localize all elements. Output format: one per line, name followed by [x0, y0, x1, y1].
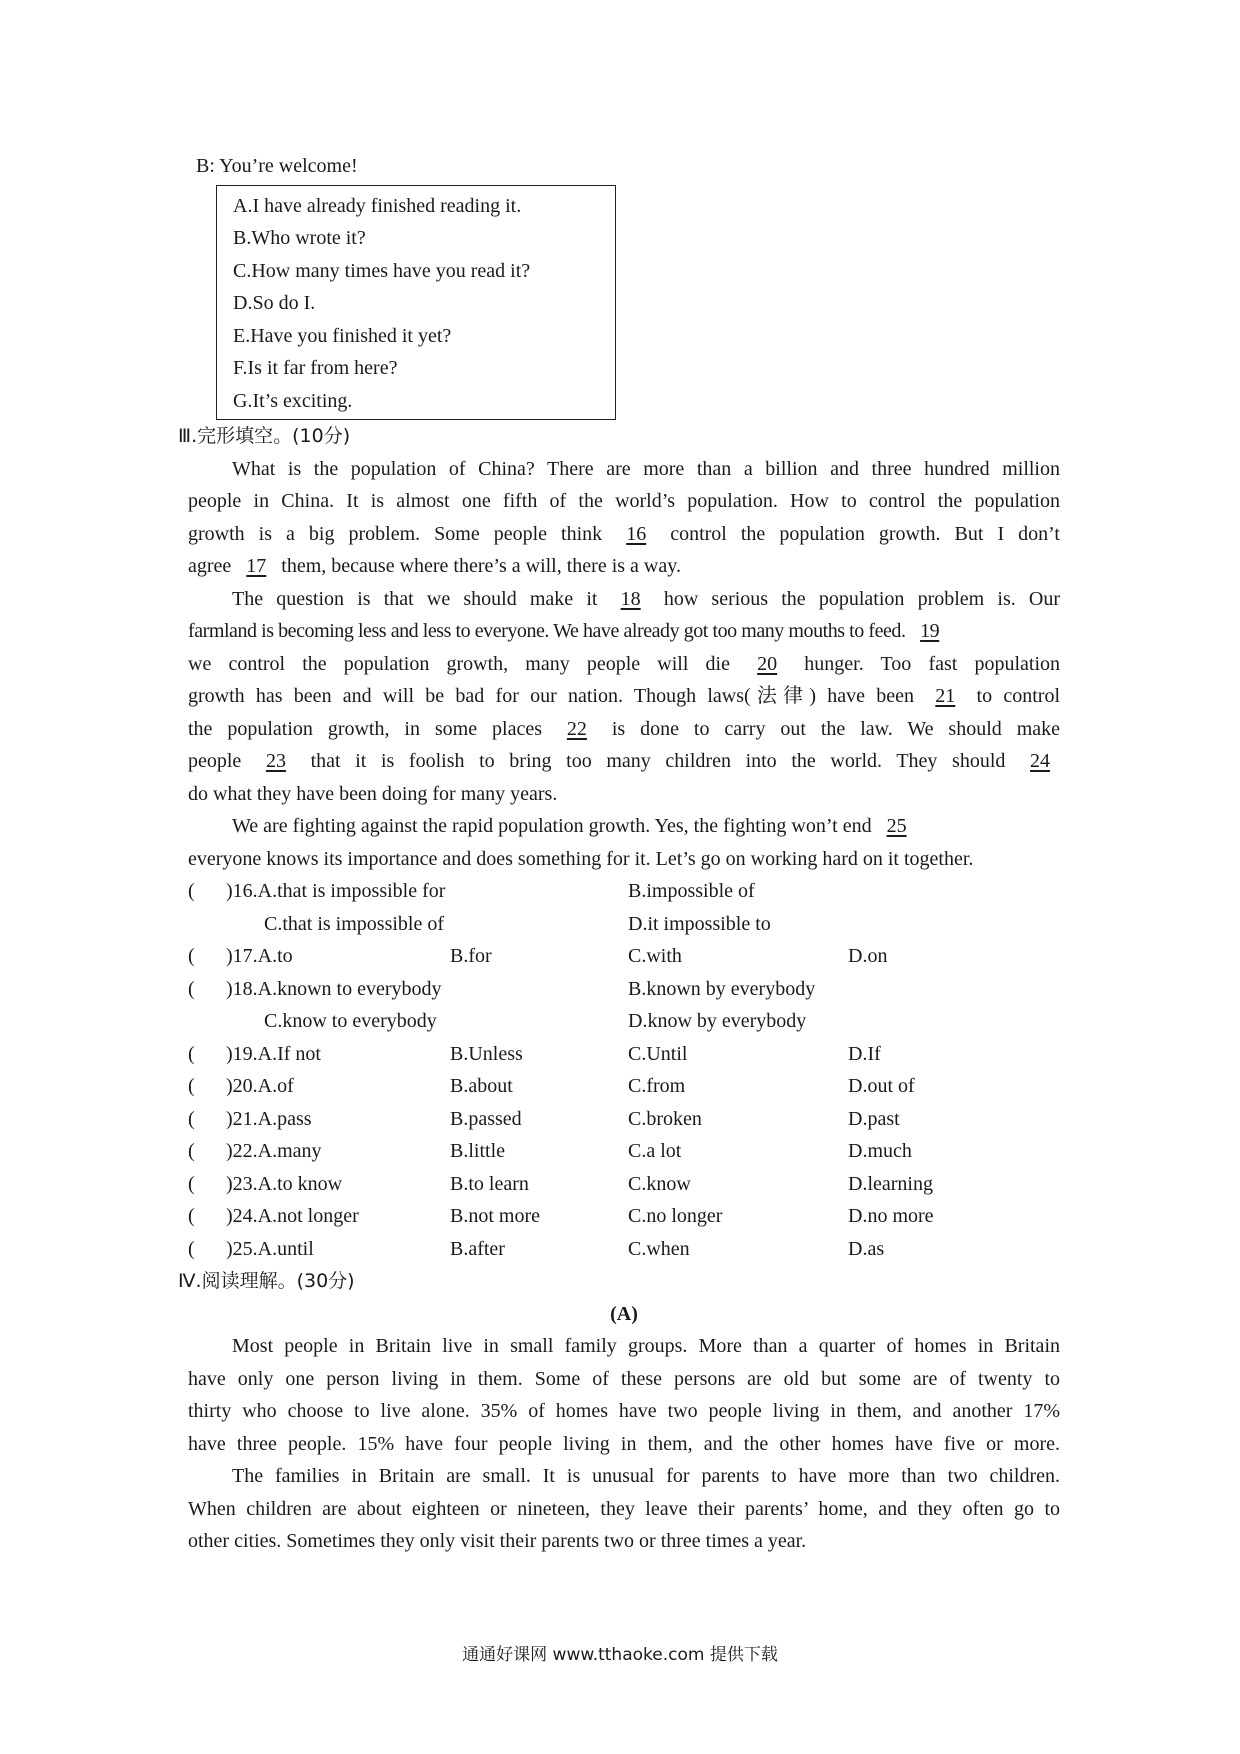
- text: The question is that we should make it: [232, 587, 598, 610]
- choice-a: )23.A.to know: [226, 1172, 343, 1195]
- text: farmland is becoming less and less to everyone. We have already got too many mouths to feed.: [188, 620, 906, 642]
- choice-c: C.know: [628, 1172, 691, 1195]
- question-row-19: [188, 1038, 1060, 1071]
- reading-p2-line: other cities. Sometimes they only visit their parents two or three times a year.: [188, 1530, 807, 1552]
- choice-b: B.Unless: [450, 1042, 523, 1065]
- answer-paren: (: [188, 1237, 195, 1260]
- text: is done to carry out the law. We should make: [611, 717, 1060, 740]
- text: that it is foolish to bring too many children into the world. They should: [310, 750, 1006, 772]
- answer-paren: (: [188, 1042, 195, 1065]
- question-row-16: [188, 875, 1060, 908]
- choice-a: )24.A.not longer: [226, 1205, 359, 1227]
- blank-18: 18: [620, 587, 641, 610]
- choice-c: C.broken: [628, 1107, 702, 1130]
- choice-a: )25.A.until: [226, 1237, 314, 1260]
- reading-p1-line: have only one person living in them. Some of these persons are old but some are of twenty to: [188, 1367, 1060, 1390]
- blank-16: 16: [626, 522, 647, 545]
- question-row-23: [188, 1168, 1060, 1201]
- cloze-p2-line: [188, 615, 1060, 648]
- choice-c: C.no longer: [628, 1205, 723, 1227]
- option-d: D.So do I.: [233, 292, 316, 314]
- choice-c: C.that is impossible of: [264, 912, 444, 935]
- reading-p1-line: have three people. 15% have four people living in them, and the other homes have five or more.: [188, 1432, 1060, 1455]
- cloze-p2-line: do what they have been doing for many years.: [188, 782, 558, 805]
- choice-c: C.when: [628, 1237, 690, 1260]
- choice-d: D.learning: [848, 1172, 933, 1195]
- text: hunger. Too fast population: [804, 652, 1061, 675]
- choice-a: )21.A.pass: [226, 1107, 312, 1130]
- option-f: F.Is it far from here?: [233, 357, 398, 379]
- choice-b: B.not more: [450, 1205, 540, 1227]
- choice-c: C.know to everybody: [264, 1010, 437, 1032]
- option-g: G.It’s exciting.: [233, 389, 353, 412]
- choice-a: )20.A.of: [226, 1075, 294, 1097]
- cloze-p1-line: [188, 518, 1060, 551]
- question-row-16-cont: [188, 908, 1060, 941]
- answer-paren: (: [188, 1205, 195, 1227]
- choice-d: D.no more: [848, 1205, 934, 1227]
- blank-25: 25: [886, 815, 907, 837]
- question-row-21: [188, 1103, 1060, 1136]
- choice-b: B.for: [450, 945, 492, 967]
- reading-p1-line: thirty who choose to live alone. 35% of homes have two people living in them, and another 17%: [188, 1400, 1060, 1422]
- choice-c: C.a lot: [628, 1140, 682, 1162]
- choice-b: B.about: [450, 1075, 513, 1097]
- choice-b: B.passed: [450, 1107, 522, 1130]
- text: growth is a big problem. Some people think: [188, 522, 603, 545]
- text: We are fighting against the rapid population growth. Yes, the fighting won’t end: [232, 815, 872, 837]
- cloze-p2-line: [188, 583, 1060, 616]
- choice-b: B.to learn: [450, 1172, 529, 1195]
- text: agree: [188, 555, 232, 577]
- choice-a: )17.A.to: [226, 945, 293, 967]
- choice-b: B.little: [450, 1140, 505, 1162]
- choice-a: )18.A.known to everybody: [226, 977, 442, 1000]
- blank-22: 22: [566, 717, 587, 740]
- choice-d: D.past: [848, 1107, 900, 1130]
- answer-paren: (: [188, 977, 195, 1000]
- cloze-p2-line: [188, 713, 1060, 746]
- question-row-17: [188, 940, 1060, 973]
- choice-b: B.known by everybody: [628, 977, 816, 1000]
- choice-d: D.much: [848, 1140, 912, 1162]
- reading-p1-line: Most people in Britain live in small family groups. More than a quarter of homes in Britain: [232, 1335, 1060, 1357]
- answer-paren: (: [188, 1172, 195, 1195]
- choice-d: D.know by everybody: [628, 1010, 807, 1032]
- blank-19: 19: [920, 620, 940, 642]
- question-row-18: [188, 973, 1060, 1006]
- blank-23: 23: [265, 750, 286, 772]
- text: people: [188, 750, 242, 772]
- answer-paren: (: [188, 1107, 195, 1130]
- choice-c: C.Until: [628, 1042, 688, 1065]
- cloze-p1-line: [188, 550, 1060, 583]
- exam-page: [178, 150, 1061, 1558]
- blank-17: 17: [246, 555, 267, 577]
- question-row-22: [188, 1135, 1060, 1168]
- section-3-heading: Ⅲ.完形填空。(10分): [178, 425, 351, 447]
- option-b: B.Who wrote it?: [233, 227, 366, 249]
- option-e: E.Have you finished it yet?: [233, 324, 452, 347]
- answer-paren: (: [188, 1075, 195, 1097]
- cloze-p3-line: everyone knows its importance and does something for it. Let’s go on working hard on it together.: [188, 847, 974, 870]
- text: how serious the population problem is. Our: [663, 587, 1061, 610]
- reading-p2-line: The families in Britain are small. It is unusual for parents to have more than two children.: [232, 1465, 1060, 1487]
- text: we control the population growth, many people will die: [188, 652, 730, 675]
- answer-paren: (: [188, 1140, 195, 1162]
- section-4-heading: Ⅳ.阅读理解。(30分): [178, 1270, 355, 1292]
- question-row-25: [188, 1233, 1060, 1266]
- choice-b: B.after: [450, 1237, 505, 1260]
- dialogue-end-line: B: You’re welcome!: [196, 155, 358, 177]
- choice-d: D.it impossible to: [628, 912, 771, 935]
- footer-watermark: 通通好课网 www.tthaoke.com 提供下载: [462, 1645, 778, 1665]
- option-a: A.I have already finished reading it.: [233, 194, 522, 217]
- blank-24: 24: [1030, 750, 1051, 772]
- passage-label: (A): [610, 1302, 638, 1325]
- options-box: [216, 185, 616, 421]
- choice-d: D.out of: [848, 1075, 915, 1097]
- choice-d: D.as: [848, 1237, 885, 1260]
- choice-c: C.from: [628, 1075, 686, 1097]
- choice-d: D.on: [848, 945, 888, 967]
- text: the population growth, in some places: [188, 717, 542, 740]
- cloze-p1-line: What is the population of China? There are more than a billion and three hundred million: [232, 457, 1060, 480]
- choice-c: C.with: [628, 945, 682, 967]
- text: growth has been and will be bad for our nation. Though laws(法律) have been: [188, 685, 915, 707]
- text: to control: [976, 685, 1060, 707]
- reading-p2-line: When children are about eighteen or nineteen, they leave their parents’ home, and they often go to: [188, 1497, 1060, 1520]
- text: them, because where there’s a will, there is a way.: [281, 555, 681, 577]
- answer-paren: (: [188, 880, 195, 902]
- question-row-20: [188, 1070, 1060, 1103]
- choice-a: )19.A.If not: [226, 1042, 321, 1065]
- blank-20: 20: [757, 652, 778, 675]
- cloze-p3-line: [188, 810, 1060, 843]
- cloze-p2-line: [188, 680, 1060, 713]
- blank-21: 21: [935, 685, 956, 707]
- answer-paren: (: [188, 945, 195, 967]
- text: control the population growth. But I don’t: [670, 522, 1060, 545]
- cloze-p2-line: [188, 648, 1060, 681]
- choice-a: )22.A.many: [226, 1140, 322, 1162]
- question-row-18-cont: [188, 1005, 1060, 1038]
- question-row-24: [188, 1200, 1060, 1233]
- choice-b: B.impossible of: [628, 880, 755, 902]
- cloze-p2-line: [188, 745, 1060, 778]
- option-c: C.How many times have you read it?: [233, 259, 531, 282]
- cloze-p1-line: people in China. It is almost one fifth of the world’s population. How to control the population: [188, 490, 1060, 512]
- choice-a: )16.A.that is impossible for: [226, 880, 446, 902]
- choice-d: D.If: [848, 1042, 881, 1065]
